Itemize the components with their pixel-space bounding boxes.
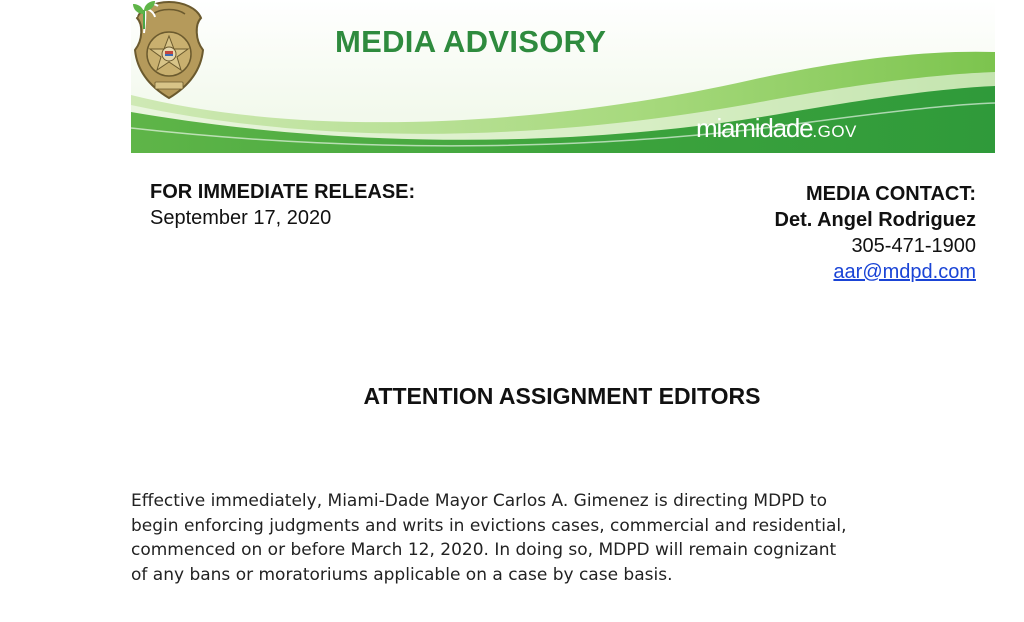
contact-label: MEDIA CONTACT: — [806, 183, 976, 205]
release-label: FOR IMMEDIATE RELEASE: — [150, 181, 416, 203]
attention-heading: ATTENTION ASSIGNMENT EDITORS — [363, 383, 761, 409]
banner-swoosh-graphic — [131, 0, 995, 153]
media-advisory-banner — [131, 0, 995, 153]
site-wordmark-suffix: .GOV — [812, 122, 857, 141]
advisory-body-paragraph: Effective immediately, Miami-Dade Mayor Carlos A. Gimenez is directing MDPD to begin enforcing judgments and writs in evictions cases, commercial and residential, commenced on or before March 12, 2020. In doing so, MDPD will remain cognizant of any bans or moratoriums applicable on a case by case basis. — [131, 491, 847, 585]
page-margin-right — [995, 0, 1024, 622]
contact-name: Det. Angel Rodriguez — [774, 209, 976, 231]
media-contact-block — [775, 181, 976, 285]
banner-title: MEDIA ADVISORY — [335, 24, 607, 59]
sprout-icon — [131, 0, 157, 30]
contact-phone: 305-471-1900 — [851, 235, 976, 257]
site-wordmark — [696, 113, 857, 144]
page-margin-left — [0, 0, 131, 622]
site-wordmark-main: miamidade — [696, 113, 813, 143]
release-date: September 17, 2020 — [150, 207, 332, 229]
contact-email-link[interactable]: aar@mdpd.com — [833, 261, 976, 283]
